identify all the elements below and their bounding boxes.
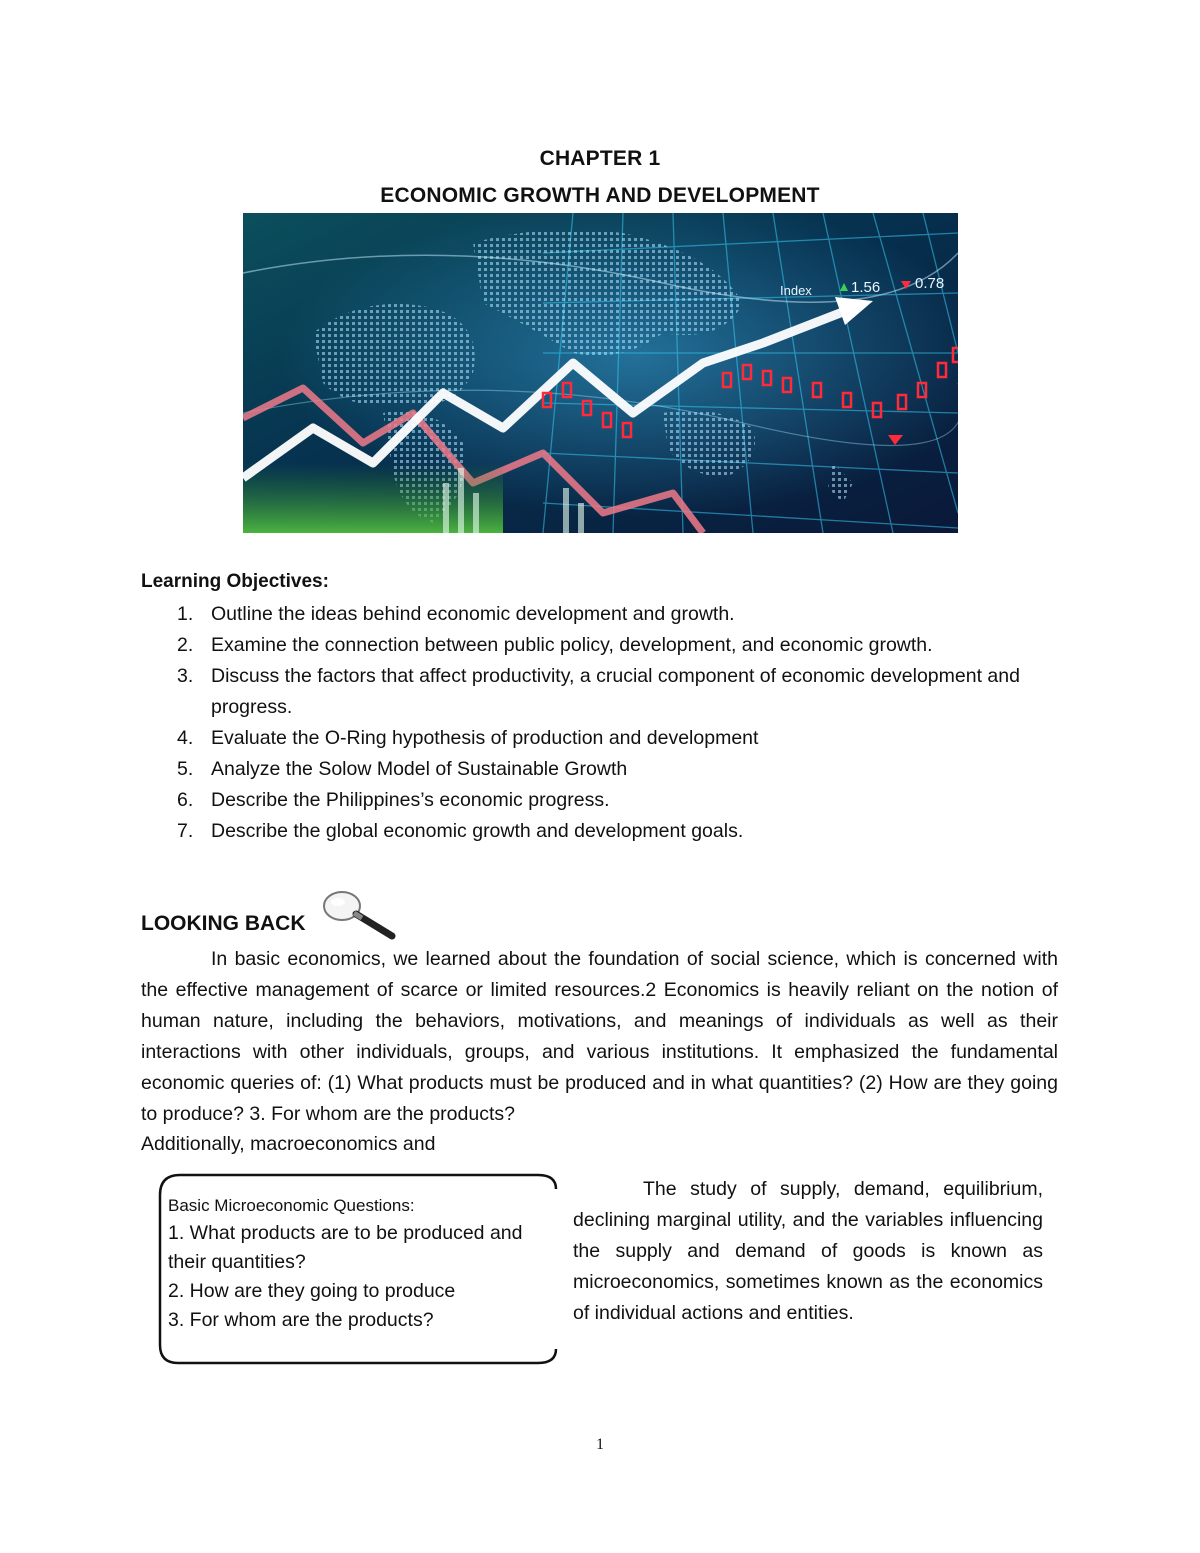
index-down-value: 0.78 — [915, 275, 945, 292]
index-up-value: 1.56 — [851, 279, 881, 296]
objective-item: 5. Analyze the Solow Model of Sustainable Growth — [177, 758, 628, 780]
chapter-label: CHAPTER 1 — [539, 147, 661, 170]
index-label: Index — [780, 283, 812, 298]
looking-back-paragraph: In basic economics, we learned about the foundation of social science, which is concerned with the effective management of scarce or limited resources.2 Economics is heavily reliant on the notion of human nature, including the behaviors, motivations, and meanings of individuals as well as their interactions with other individuals, groups, and various institutions. It emphasized the fundamental economic queries of: (1) What products must be produced and in what quantities? (2) How are they going to produce? 3. For whom are the products? — [141, 948, 1058, 1125]
objective-item: 4. Evaluate the O-Ring hypothesis of production and development — [177, 727, 759, 749]
magnifier-icon — [312, 886, 402, 951]
questions-box-title: Basic Microeconomic Questions: — [168, 1196, 415, 1215]
page-number: 1 — [596, 1436, 604, 1453]
question-item: 2. How are they going to produce — [168, 1280, 456, 1302]
microeconomics-paragraph: The study of supply, demand, equilibrium, declining marginal utility, and the variables influencing the supply and demand of goods is known as microeconomics, sometimes known as the economics of individual actions and entities. — [573, 1178, 1043, 1324]
question-item: 3. For whom are the products? — [168, 1309, 434, 1331]
objective-item: 1. Outline the ideas behind economic development and growth. — [177, 603, 735, 625]
objective-item: 3. Discuss the factors that affect productivity, a crucial component of economic development and progress. — [177, 665, 1020, 718]
economic-growth-banner-image — [243, 213, 958, 533]
objective-item: 2. Examine the connection between public policy, development, and economic growth. — [177, 634, 933, 656]
learning-objectives-heading: Learning Objectives: — [141, 571, 329, 592]
looking-back-paragraph-end: Additionally, macroeconomics and — [141, 1133, 436, 1155]
learning-objectives-list — [141, 599, 1041, 847]
microeconomic-questions-box — [158, 1173, 558, 1363]
objective-item: 6. Describe the Philippines’s economic progress. — [177, 789, 610, 811]
objective-item: 7. Describe the global economic growth and development goals. — [177, 820, 744, 842]
question-item: 1. What products are to be produced and their quantities? — [168, 1222, 523, 1273]
looking-back-heading: LOOKING BACK — [141, 912, 306, 935]
chapter-title: ECONOMIC GROWTH AND DEVELOPMENT — [380, 184, 820, 207]
